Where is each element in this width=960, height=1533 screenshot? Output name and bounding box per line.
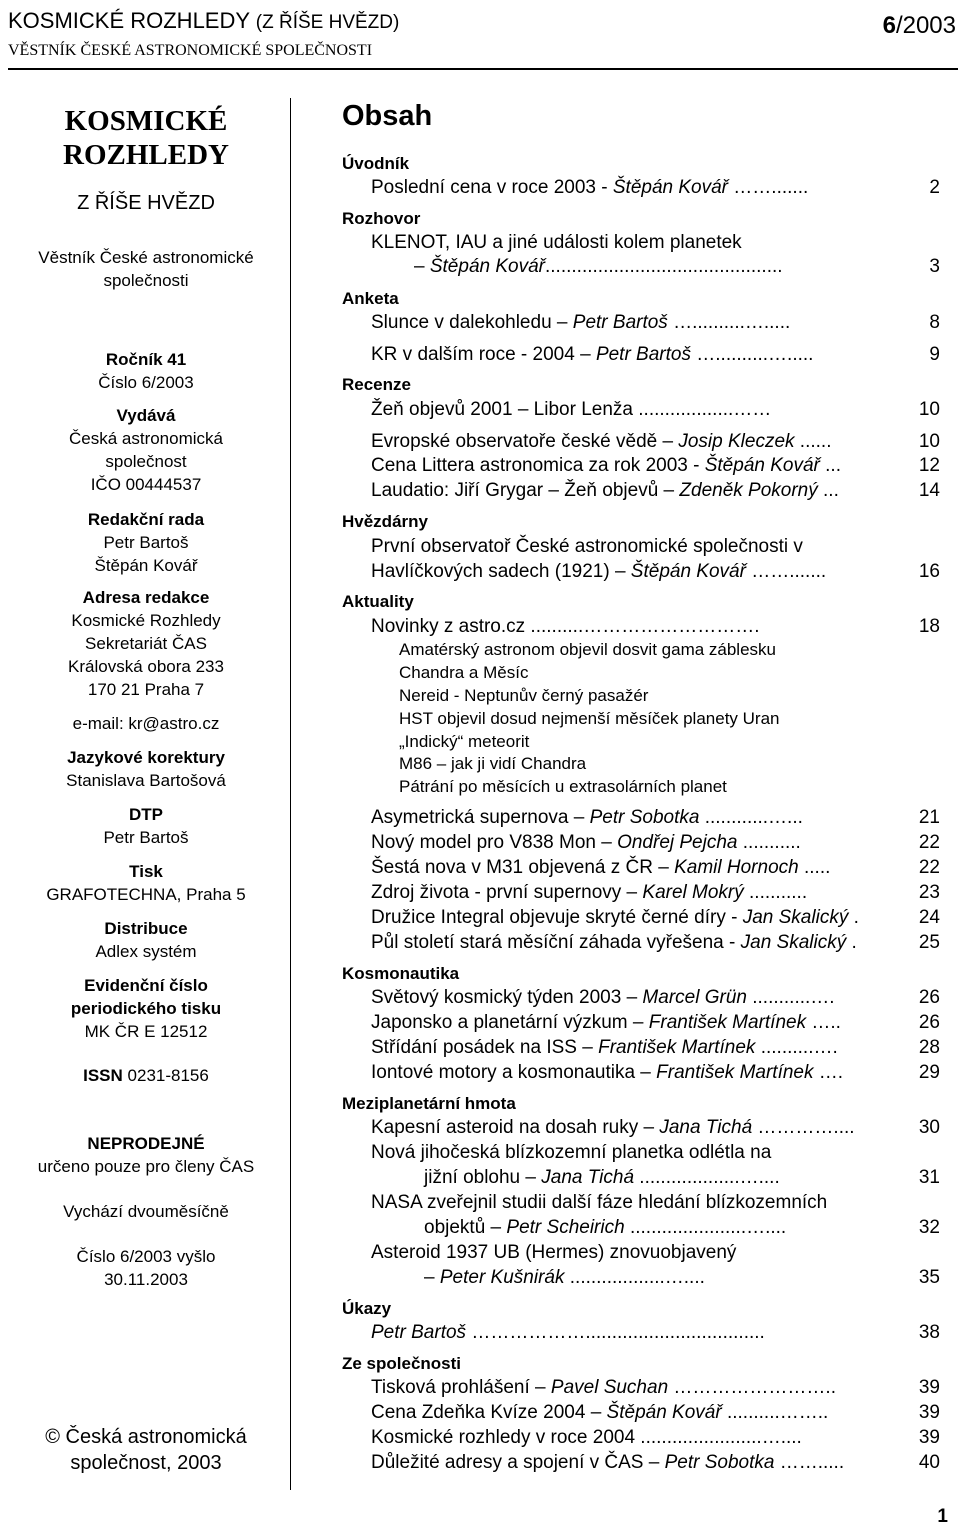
toc-subentry[interactable]: Amatérský astronom objevil dosvit gama záblesku	[399, 640, 776, 659]
toc-subentry[interactable]: Chandra a Měsíc	[399, 663, 529, 682]
masthead-registration: Evidenční číslo periodického tisku MK ČR E 12512	[70, 976, 222, 1041]
toc-page: 18	[918, 616, 940, 637]
toc-subentry[interactable]: HST objevil dosud nejmenší měsíček planety Uran	[399, 709, 780, 728]
toc-page: 10	[918, 431, 940, 452]
toc-page: 38	[918, 1322, 940, 1343]
toc-entry[interactable]: Japonsko a planetární výzkum – František Martínek …..	[371, 1012, 841, 1033]
toc-page: 29	[918, 1062, 940, 1083]
masthead-publisher: Vydává Česká astronomická společnost IČO 00444537	[68, 406, 223, 494]
toc-page: 39	[918, 1427, 940, 1448]
toc-entry[interactable]: Petr Bartoš ………………..................................	[371, 1322, 765, 1343]
toc-page: 12	[918, 455, 940, 476]
toc-section: Aktuality	[342, 592, 414, 611]
toc-page: 39	[918, 1377, 940, 1398]
masthead-title: KOSMICKÉ ROZHLEDY	[63, 105, 229, 171]
toc-entry[interactable]: Poslední cena v roce 2003 - Štěpán Kovář …….......	[371, 177, 809, 198]
toc-page: 2	[929, 177, 940, 198]
masthead-volume: Ročník 41 Číslo 6/2003	[98, 350, 194, 392]
toc-page: 35	[918, 1267, 940, 1288]
toc-entry[interactable]: Cena Zdeňka Kvíze 2004 – Štěpán Kovář ..........……..	[371, 1402, 829, 1423]
toc-page: 40	[918, 1452, 940, 1473]
toc-page: 39	[918, 1402, 940, 1423]
toc-page: 16	[918, 561, 940, 582]
toc-page: 14	[918, 480, 940, 501]
toc-page: 31	[918, 1167, 940, 1188]
toc-entry[interactable]: Cena Littera astronomica za rok 2003 - Štěpán Kovář ...	[371, 455, 841, 476]
masthead-proofreading: Jazykové korektury Stanislava Bartošová	[66, 748, 226, 790]
issue-number: 6/2003	[882, 12, 956, 39]
toc-subentry[interactable]: „Indický“ meteorit	[399, 732, 530, 751]
toc-subentry[interactable]: Nereid - Neptunův černý pasažér	[399, 686, 649, 705]
toc-section: Rozhovor	[342, 209, 421, 228]
toc-subentry[interactable]: Pátrání po měsících u extrasolárních planet	[399, 777, 727, 796]
masthead-bulletin: Věstník České astronomické společnosti	[38, 248, 254, 290]
masthead-copyright: © Česká astronomická společnost, 2003	[45, 1426, 247, 1474]
toc-entry[interactable]: Družice Integral objevuje skryté černé díry - Jan Skalický .	[371, 907, 859, 928]
toc-section: Ze společnosti	[342, 1354, 462, 1373]
toc-entry-cont[interactable]: – Peter Kušnirák ..................…....	[424, 1267, 705, 1288]
toc-entry-cont[interactable]: Havlíčkových sadech (1921) – Štěpán Kovář …….......	[371, 561, 827, 582]
toc-entry-cont[interactable]: objektů – Petr Scheirich ......................…....	[424, 1217, 787, 1238]
toc-page: 21	[918, 807, 940, 828]
toc-entry[interactable]: KR v dalším roce - 2004 – Petr Bartoš …..........….....	[371, 344, 814, 365]
column-divider	[290, 98, 291, 1490]
masthead-release: Číslo 6/2003 vyšlo 30.11.2003	[76, 1247, 216, 1289]
toc-page: 10	[918, 399, 940, 420]
page-number: 1	[937, 1506, 948, 1527]
toc-section: Kosmonautika	[342, 964, 460, 983]
toc-entry-cont[interactable]: jižní oblohu – Jana Tichá ...................…....	[424, 1167, 780, 1188]
toc-page: 25	[918, 932, 940, 953]
toc-section: Úvodník	[342, 154, 410, 173]
masthead-issn: ISSN 0231-8156	[83, 1066, 209, 1085]
toc-subentry[interactable]: M86 – jak ji vidí Chandra	[399, 754, 587, 773]
toc-page: 8	[929, 312, 940, 333]
toc-entry[interactable]: Žeň objevů 2001 – Libor Lenža ..................……	[371, 399, 772, 420]
toc-entry[interactable]: Asymetrická supernova – Petr Sobotka ............…...	[371, 807, 803, 828]
toc-entry[interactable]: Evropské observatoře české vědě – Josip Kleczek ......	[371, 431, 832, 452]
masthead-not-for-sale: NEPRODEJNÉ určeno pouze pro členy ČAS	[37, 1134, 255, 1176]
toc-entry[interactable]: Asteroid 1937 UB (Hermes) znovuobjavený	[371, 1242, 737, 1263]
toc-section: Anketa	[342, 289, 399, 308]
toc-entry[interactable]: Novinky z astro.cz ..........……………………….	[371, 616, 760, 637]
masthead-print: Tisk GRAFOTECHNA, Praha 5	[46, 862, 246, 904]
toc-page: 26	[918, 1012, 940, 1033]
toc-entry[interactable]: Iontové motory a kosmonautika – František Martínek ….	[371, 1062, 844, 1083]
toc-section: Úkazy	[342, 1299, 392, 1318]
toc-page: 28	[918, 1037, 940, 1058]
masthead-dtp: DTP Petr Bartoš	[103, 805, 189, 847]
toc-entry[interactable]: Nová jihočeská blízkozemní planetka odlétla na	[371, 1142, 772, 1163]
toc-entry[interactable]: Tisková prohlášení – Pavel Suchan ……………………..	[371, 1377, 836, 1398]
toc-entry[interactable]: Slunce v dalekohledu – Petr Bartoš …..........….....	[371, 312, 791, 333]
toc-entry[interactable]: Šestá nova v M31 objevená z ČR – Kamil Hornoch .....	[371, 857, 831, 878]
masthead-board: Redakční rada Petr Bartoš Štěpán Kovář	[87, 510, 205, 575]
toc-entry[interactable]: Střídání posádek na ISS – František Martínek ..........….	[371, 1037, 838, 1058]
toc-entry[interactable]: Kapesní asteroid na dosah ruky – Jana Tichá …………....	[371, 1117, 855, 1138]
journal-subtitle: VĚSTNÍK ČESKÉ ASTRONOMICKÉ SPOLEČNOSTI	[8, 42, 373, 59]
toc-section: Meziplanetární hmota	[342, 1094, 516, 1113]
toc-entry[interactable]: První observatoř České astronomické společnosti v	[371, 536, 803, 557]
masthead-distribution: Distribuce Adlex systém	[95, 919, 197, 961]
toc-entry-cont[interactable]: – Štěpán Kovář.............................................	[414, 256, 783, 277]
journal-title: KOSMICKÉ ROZHLEDY (Z ŘÍŠE HVĚZD)	[8, 8, 400, 33]
toc-heading: Obsah	[342, 100, 433, 132]
toc-page: 9	[929, 344, 940, 365]
toc-page: 22	[918, 832, 940, 853]
toc-page: 30	[918, 1117, 940, 1138]
toc-entry[interactable]: Půl století stará měsíční záhada vyřešena - Jan Skalický .	[371, 932, 857, 953]
toc-entry[interactable]: Nový model pro V838 Mon – Ondřej Pejcha ...........	[371, 832, 801, 853]
masthead-address: Adresa redakce Kosmické Rozhledy Sekretariát ČAS Královská obora 233 170 21 Praha 7	[68, 588, 224, 699]
toc-section: Hvězdárny	[342, 512, 428, 531]
toc-page: 23	[918, 882, 940, 903]
masthead-subtitle: Z ŘÍŠE HVĚZD	[77, 192, 215, 214]
toc-entry[interactable]: NASA zveřejnil studii další fáze hledání blízkozemních	[371, 1192, 828, 1213]
toc-entry[interactable]: Kosmické rozhledy v roce 2004 .......................…....	[371, 1427, 802, 1448]
toc-page: 26	[918, 987, 940, 1008]
toc-page: 3	[929, 256, 940, 277]
toc-page: 22	[918, 857, 940, 878]
toc-entry[interactable]: KLENOT, IAU a jiné události kolem planetek	[371, 232, 742, 253]
toc-entry[interactable]: Zdroj života - první supernovy – Karel Mokrý ...........	[371, 882, 808, 903]
page-header	[8, 6, 958, 64]
toc-entry[interactable]: Světový kosmický týden 2003 – Marcel Grün ...........….	[371, 987, 835, 1008]
toc-entry[interactable]: Důležité adresy a spojení v ČAS – Petr Sobotka …….....	[371, 1452, 845, 1473]
masthead-frequency: Vychází dvouměsíčně	[63, 1202, 229, 1221]
toc-section: Recenze	[342, 375, 411, 394]
toc-page: 32	[918, 1217, 940, 1238]
toc-page: 24	[918, 907, 940, 928]
masthead-email: e-mail: kr@astro.cz	[72, 714, 220, 733]
header-rule	[8, 68, 958, 70]
toc-entry[interactable]: Laudatio: Jiří Grygar – Žeň objevů – Zdeněk Pokorný ...	[371, 480, 839, 501]
